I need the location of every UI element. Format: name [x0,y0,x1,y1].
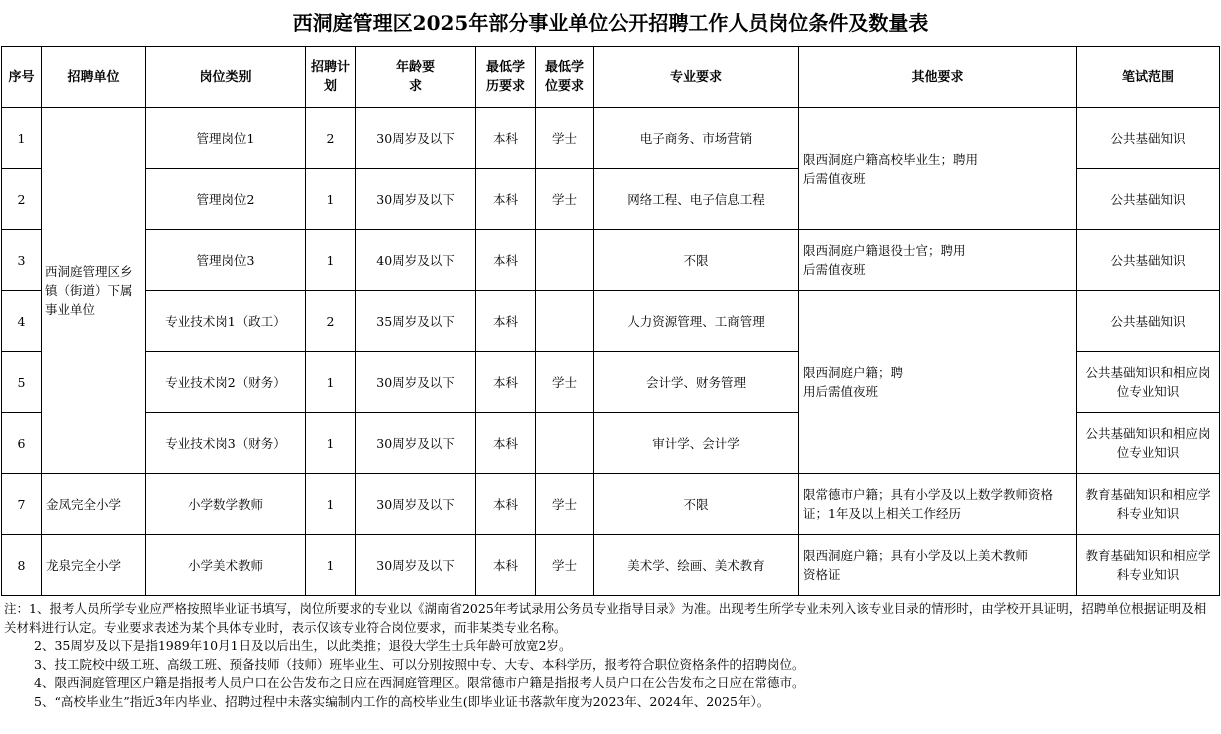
cell-plan: 2 [306,291,356,352]
cell-edu: 本科 [476,413,536,474]
header-other: 其他要求 [799,47,1077,108]
table-header-row [2,47,1220,108]
cell-age: 30周岁及以下 [356,474,476,535]
cell-plan: 1 [306,413,356,474]
header-major: 专业要求 [594,47,799,108]
header-degree: 最低学位要求 [536,47,594,108]
note-item: 注：1、报考人员所学专业应严格按照毕业证书填写，岗位所要求的专业以《湖南省2025年考试录用公务员专业指导目录》为准。出现考生所学专业未列入该专业目录的情形时，由学校开具证明，招聘单位根据证明及相关材料进行认定。专业要求表述为某个具体专业时，表示仅该专业符合岗位要求，而非某类专业名称。 [4,601,1207,635]
cell-edu: 本科 [476,352,536,413]
cell-age: 30周岁及以下 [356,108,476,169]
note-item: 4、限西洞庭管理区户籍是指报考人员户口在公告发布之日应在西洞庭管理区。限常德市户籍是指报考人员户口在公告发布之日应在常德市。 [34,675,805,691]
cell-plan: 1 [306,230,356,291]
cell-post: 管理岗位3 [146,230,306,291]
cell-seq: 4 [2,291,42,352]
cell-exam: 公共基础知识 [1077,108,1220,169]
table-row [2,474,1220,535]
notes-section [4,600,1216,712]
cell-major: 美术学、绘画、美术教育 [594,535,799,596]
cell-degree: 学士 [536,535,594,596]
cell-age: 30周岁及以下 [356,352,476,413]
cell-major: 不限 [594,230,799,291]
table-row [2,535,1220,596]
header-seq: 序号 [2,47,42,108]
header-exam: 笔试范围 [1077,47,1220,108]
cell-degree [536,230,594,291]
cell-exam: 公共基础知识 [1077,169,1220,230]
cell-post: 小学美术教师 [146,535,306,596]
document-title: 西洞庭管理区2025年部分事业单位公开招聘工作人员岗位条件及数量表 [292,11,929,35]
cell-degree: 学士 [536,108,594,169]
cell-seq: 7 [2,474,42,535]
note-item: 5、“高校毕业生”指近3年内毕业、招聘过程中未落实编制内工作的高校毕业生(即毕业证书落款年度为2023年、2024年、2025年）。 [34,693,770,709]
cell-plan: 1 [306,474,356,535]
cell-edu: 本科 [476,535,536,596]
cell-edu: 本科 [476,169,536,230]
cell-exam: 公共基础知识 [1077,291,1220,352]
note-item: 2、35周岁及以下是指1989年10月1日及以后出生，以此类推；退役大学生士兵年龄可放宽2岁。 [34,638,572,654]
cell-major: 审计学、会计学 [594,413,799,474]
cell-degree [536,413,594,474]
table-row [2,291,1220,352]
table-row [2,230,1220,291]
cell-major: 电子商务、市场营销 [594,108,799,169]
cell-other: 限西洞庭户籍；具有小学及以上美术教师资格证 [799,535,1077,596]
cell-age: 35周岁及以下 [356,291,476,352]
cell-unit: 金凤完全小学 [42,474,146,535]
cell-other: 限常德市户籍；具有小学及以上数学教师资格证；1年及以上相关工作经历 [799,474,1077,535]
cell-exam: 公共基础知识和相应岗位专业知识 [1077,413,1220,474]
cell-seq: 1 [2,108,42,169]
cell-degree: 学士 [536,352,594,413]
cell-edu: 本科 [476,230,536,291]
cell-post: 小学数学教师 [146,474,306,535]
cell-unit: 龙泉完全小学 [42,535,146,596]
cell-major: 不限 [594,474,799,535]
cell-degree [536,291,594,352]
note-item: 3、技工院校中级工班、高级工班、预备技师（技师）班毕业生、可以分别按照中专、大专、本科学历，报考符合职位资格条件的招聘岗位。 [34,656,805,672]
cell-seq: 6 [2,413,42,474]
cell-post: 管理岗位1 [146,108,306,169]
cell-age: 30周岁及以下 [356,169,476,230]
cell-post: 专业技术岗1（政工） [146,291,306,352]
header-post: 岗位类别 [146,47,306,108]
cell-exam: 公共基础知识和相应岗位专业知识 [1077,352,1220,413]
cell-age: 30周岁及以下 [356,535,476,596]
cell-exam: 教育基础知识和相应学科专业知识 [1077,474,1220,535]
cell-degree: 学士 [536,474,594,535]
cell-plan: 2 [306,108,356,169]
positions-table [1,46,1220,596]
table-row [2,108,1220,169]
cell-major: 会计学、财务管理 [594,352,799,413]
cell-unit: 西洞庭管理区乡镇（街道）下属事业单位 [42,108,146,474]
cell-post: 专业技术岗3（财务） [146,413,306,474]
cell-edu: 本科 [476,291,536,352]
cell-post: 专业技术岗2（财务） [146,352,306,413]
cell-degree: 学士 [536,169,594,230]
cell-other: 限西洞庭户籍高校毕业生；聘用后需值夜班 [799,108,1077,230]
header-edu: 最低学历要求 [476,47,536,108]
cell-plan: 1 [306,352,356,413]
cell-exam: 教育基础知识和相应学科专业知识 [1077,535,1220,596]
cell-other: 限西洞庭户籍退役士官；聘用后需值夜班 [799,230,1077,291]
cell-major: 人力资源管理、工商管理 [594,291,799,352]
cell-age: 30周岁及以下 [356,413,476,474]
header-age: 年龄要求 [356,47,476,108]
cell-plan: 1 [306,169,356,230]
cell-seq: 5 [2,352,42,413]
cell-edu: 本科 [476,108,536,169]
cell-exam: 公共基础知识 [1077,230,1220,291]
header-unit: 招聘单位 [42,47,146,108]
cell-plan: 1 [306,535,356,596]
cell-seq: 2 [2,169,42,230]
header-plan: 招聘计划 [306,47,356,108]
cell-seq: 8 [2,535,42,596]
cell-other: 限西洞庭户籍；聘用后需值夜班 [799,291,1077,474]
cell-edu: 本科 [476,474,536,535]
cell-major: 网络工程、电子信息工程 [594,169,799,230]
cell-age: 40周岁及以下 [356,230,476,291]
cell-post: 管理岗位2 [146,169,306,230]
cell-seq: 3 [2,230,42,291]
